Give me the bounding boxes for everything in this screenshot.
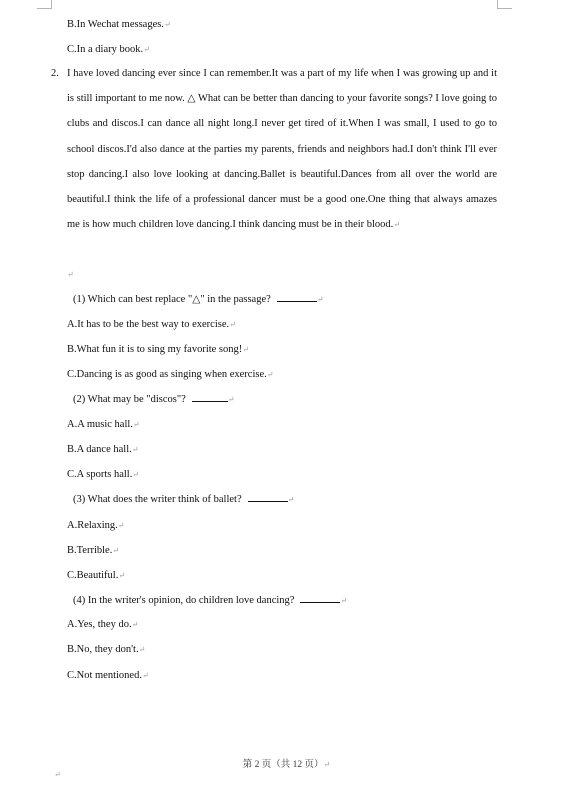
sub-question-2: (2) What may be "discos"? ↵	[73, 394, 235, 405]
q3-option-a: A.Relaxing.↵	[67, 520, 125, 531]
answer-blank-4[interactable]	[300, 593, 340, 603]
crop-mark-top-right	[497, 0, 512, 9]
passage-text: I have loved dancing ever since I can remember.It was a part of my life when I was growing up and it is still important to me now. △ What can be better than dancing to your favorite songs? I love going to clubs and discos.I can dance all night long.I never get tired of it.When I was small, I used to go to school discos.I'd also dance at the parties my parents, friends and neighbors had.I don't think I'll ever stop dancing.I also love looking at dancing.Ballet is beautiful.Dances from all over the world are beautiful.I think the life of a professional dancer must be a good one.One thing that always amazes me is how much children love dancing.I think dancing must be in their blood.	[67, 68, 497, 231]
q4-option-b: B.No, they don't.↵	[67, 644, 146, 655]
q2-option-a: A.A music hall.↵	[67, 419, 140, 430]
answer-blank-2[interactable]	[192, 392, 228, 402]
q1-option-b: B.What fun it is to sing my favorite song!↵	[67, 344, 249, 355]
previous-option-b: B.In Wechat messages.↵	[67, 19, 171, 30]
page-footer: 第 2 页（共 12 页）↵	[242, 760, 331, 770]
q3-option-c: C.Beautiful.↵	[67, 570, 126, 581]
sub-question-3: (3) What does the writer think of ballet? ↵	[73, 494, 295, 505]
question-number: 2.	[51, 68, 59, 79]
answer-blank-1[interactable]	[277, 292, 317, 302]
reading-passage: 2. I have loved dancing ever since I can remember.It was a part of my life when I was growing up and it is still important to me now. △ What can be better than dancing to your favorite songs? I love going to clubs and discos.I can dance all night long.I never get tired of it.When I was small, I used to go to school discos.I'd also dance at the parties my parents, friends and neighbors had.I don't think I'll ever stop dancing.I also love looking at dancing.Ballet is beautiful.Dances from all over the world are beautiful.I think the life of a professional dancer must be a good one.One thing that always amazes me is how much children love dancing.I think dancing must be in their blood.↵	[67, 61, 497, 237]
q1-option-a: A.It has to be the best way to exercise.↵	[67, 319, 236, 330]
paragraph-mark: ↵	[67, 270, 74, 279]
q4-option-c: C.Not mentioned.↵	[67, 670, 149, 681]
crop-mark-top-left	[37, 0, 52, 9]
previous-option-c: C.In a diary book.↵	[67, 44, 150, 55]
sub-question-1: (1) Which can best replace "△" in the passage? ↵	[73, 294, 324, 305]
q2-option-c: C.A sports hall.↵	[67, 469, 140, 480]
q2-option-b: B.A dance hall.↵	[67, 444, 139, 455]
paragraph-mark-bottom: ↵	[54, 770, 61, 779]
sub-question-4: (4) In the writer's opinion, do children love dancing? ↵	[73, 595, 348, 606]
q4-option-a: A.Yes, they do.↵	[67, 619, 139, 630]
q3-option-b: B.Terrible.↵	[67, 545, 120, 556]
answer-blank-3[interactable]	[248, 492, 288, 502]
q1-option-c: C.Dancing is as good as singing when exercise.↵	[67, 369, 274, 380]
